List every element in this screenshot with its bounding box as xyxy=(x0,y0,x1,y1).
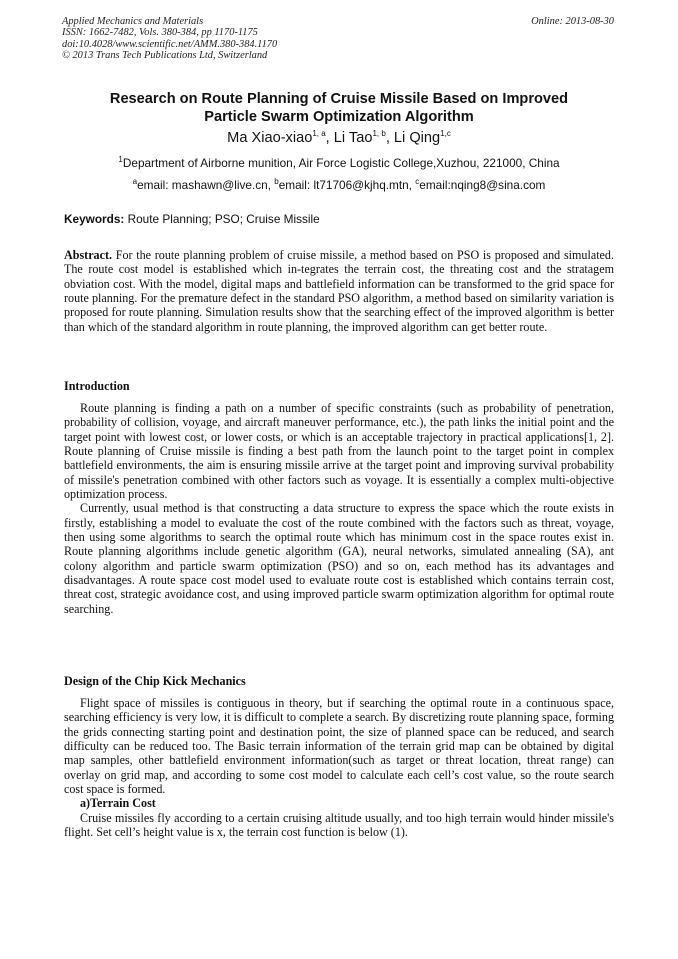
author-superscript: 1, b xyxy=(372,129,386,139)
introduction-paragraph: Currently, usual method is that constructing a data structure to express the space which the route exists in firstly, establishing a model to evaluate the cost of the route combined with the factors such as threat, voyage, then using some algorithms to search the optimal route which has minimum cost in the space routes exist in. Route planning algorithms include genetic algorithm (GA), neural networks, simulated annealing (SA), ant colony algorithm and particle swarm optimization (PSO) and so on, each method has its advantages and disadvantages. A route space cost model used to evaluate route cost is established which contains terrain cost, threat cost, strategic avoidance cost, and using improved particle swarm optimization algorithm for optimal route searching. xyxy=(64,501,614,616)
abstract-text: For the route planning problem of cruise missile, a method based on PSO is proposed and simulated. The route cost model is established which in-tegrates the terrain cost, the threating cost and the stratagem obviation cost. With the model, digital maps and battlefield information can be transformed to the grid space for route planning. For the premature defect in the standard PSO algorithm, a method based on similarity variation is proposed for route planning. Simulation results show that the searching effect of the improved algorithm is better than which of the standard algorithm in route planning, the improved algorithm can get better route. xyxy=(64,248,614,334)
introduction-paragraph: Route planning is finding a path on a number of specific constraints (such as probability of penetration, probability of collision, voyage, and aircraft maneuver performance, etc.), the path links the initial point and the target point with lowest cost, or lower costs, or which is an acceptable trajectory in practical applications[1, 2]. Route planning of Cruise missile is finding a best path from the launch point to the target point in complex battlefield environments, the aim is ensuring missile arrive at the target point and improving survival probability of missile's penetration combined with other factors such as voyage. It is essentially a complex multi-objective optimization process. xyxy=(64,401,614,502)
author-name: Li Tao xyxy=(333,130,373,146)
affiliation-text: Department of Airborne munition, Air Force Logistic College,Xuzhou, 221000, China xyxy=(122,156,560,170)
introduction-heading: Introduction xyxy=(64,379,130,393)
design-heading: Design of the Chip Kick Mechanics xyxy=(64,674,246,688)
affiliation-superscript: 1 xyxy=(118,155,123,165)
author-name: Ma Xiao-xiao xyxy=(227,130,313,146)
abstract-label: Abstract. xyxy=(64,248,113,262)
author-superscript: 1,c xyxy=(440,129,451,139)
email-superscript: b xyxy=(274,177,279,187)
email-superscript: a xyxy=(132,177,138,187)
copyright-line: © 2013 Trans Tech Publications Ltd, Switzerland xyxy=(62,49,268,61)
email-superscript: c xyxy=(415,177,420,187)
email-entry: email: mashawn@live.cn, xyxy=(137,178,275,192)
author-separator: , xyxy=(325,130,334,146)
author-superscript: 1, a xyxy=(312,129,326,139)
keywords-label: Keywords: xyxy=(64,212,125,226)
email-list xyxy=(40,178,638,192)
abstract xyxy=(64,248,614,334)
design-paragraph: Cruise missiles fly according to a certain cruising altitude usually, and too high terrain would hinder missile's flight. Set cell’s height value is x, the terrain cost function is below (1). xyxy=(64,810,614,840)
author-separator: , xyxy=(385,130,394,146)
title-line-2: Particle Swarm Optimization Algorithm xyxy=(204,109,474,125)
affiliation xyxy=(40,156,638,170)
author-list xyxy=(40,129,638,147)
issn-line: ISSN: 1662-7482, Vols. 380-384, pp 1170-1175 xyxy=(62,27,258,39)
title-line-1: Research on Route Planning of Cruise Missile Based on Improved xyxy=(109,91,569,107)
introduction-body xyxy=(64,401,614,616)
doi-line: doi:10.4028/www.scientific.net/AMM.380-384.1170 xyxy=(62,38,278,50)
journal-name: Applied Mechanics and Materials xyxy=(62,16,204,27)
email-entry: email: lt71706@kjhq.mtn, xyxy=(278,178,416,192)
keywords xyxy=(64,212,616,226)
author-name: Li Qing xyxy=(393,130,441,146)
email-entry: email:nqing8@sina.com xyxy=(419,178,546,192)
terrain-cost-subheading: a)Terrain Cost xyxy=(80,796,156,811)
journal-header xyxy=(62,16,277,61)
keywords-text: Route Planning; PSO; Cruise Missile xyxy=(124,212,320,226)
design-paragraph: Flight space of missiles is contiguous in theory, but if searching the optimal route in a continuous space, searching efficiency is very low, it is difficult to complete a search. By discretizing route planning space, forming the grids connecting starting point and destination point, the size of planned space can be reduced, and search difficulty can be reduced too. The Basic terrain information of the terrain grid map can be obtained by digital map samples, other battlefield environment information(such as target or threat location, threat range) can overlay on grid map, and according to some cost model to calculate each cell’s cost value, so the route search cost space is formed. xyxy=(64,696,614,797)
paper-title xyxy=(40,90,638,126)
design-body xyxy=(64,696,614,839)
online-date: Online: 2013-08-30 xyxy=(531,16,614,27)
